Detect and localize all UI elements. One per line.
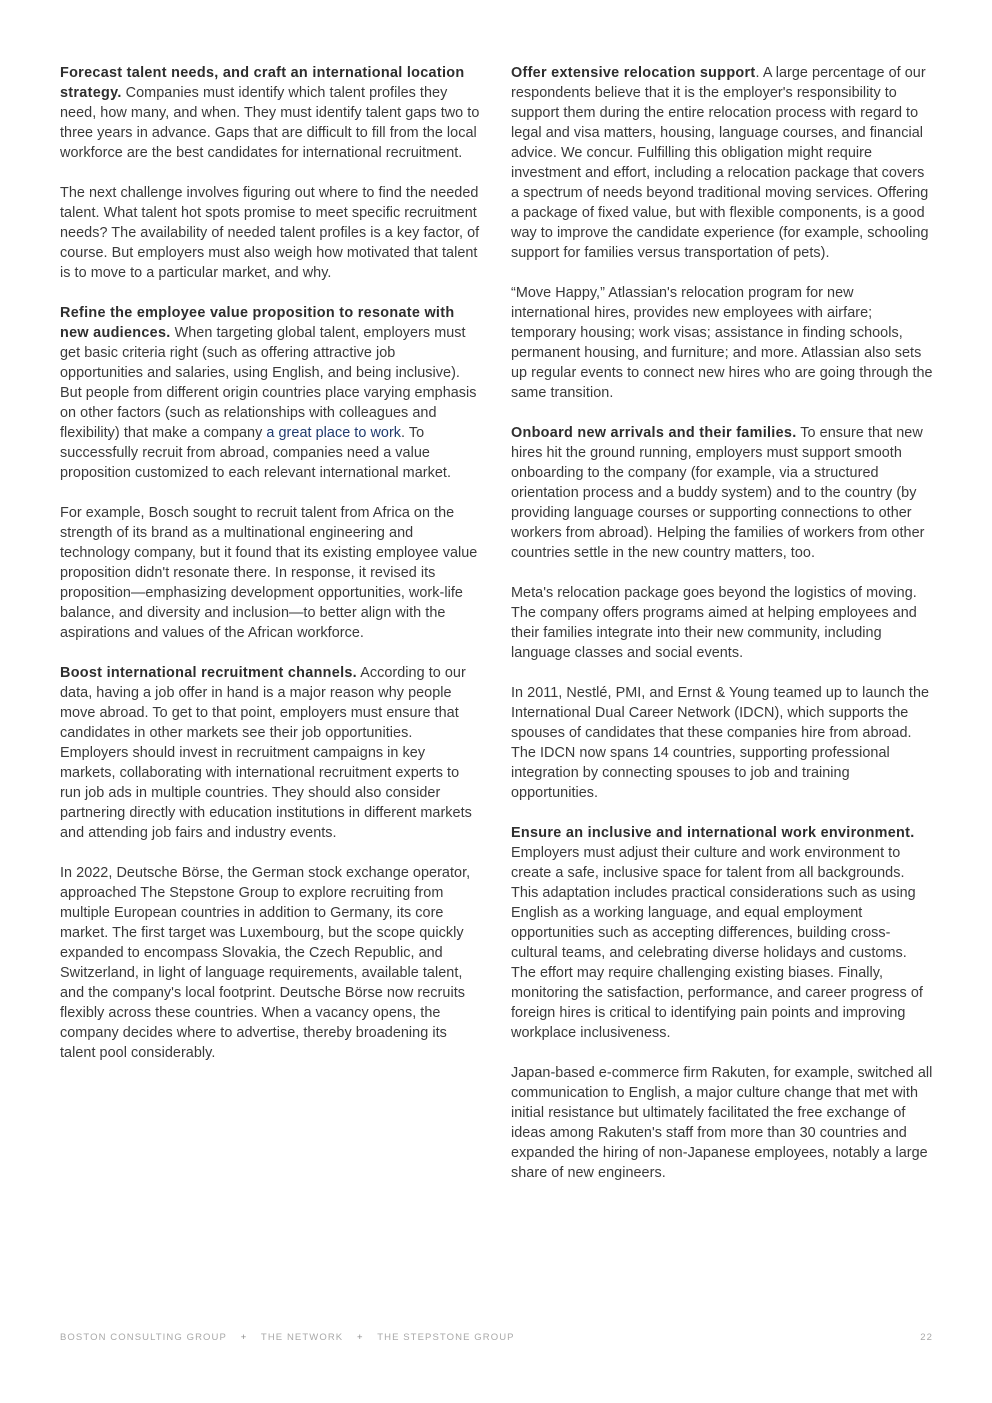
paragraph-rakuten-example: Japan-based e-commerce firm Rakuten, for example, switched all communication to English, a major culture change that met with initial resistance but ultimately facilitated the free exchange of ideas among Rakuten's staff from more than 30 countries and expanded the hiring of non-Japanese employees, notably a large share of new engineers. — [511, 1065, 933, 1181]
right-column — [511, 63, 933, 1203]
heading-relocation-support: Offer extensive relocation support — [511, 65, 756, 81]
paragraph-idcn-example: In 2011, Nestlé, PMI, and Ernst & Young teamed up to launch the International Dual Career Network (IDCN), which supports the spouses of candidates that these companies hire from abroad. The IDCN now spans 14 countries, supporting professional integration by connecting spouses to job and training opportunities. — [511, 685, 930, 801]
paragraph-onboarding: Onboard new arrivals and their families. To ensure that new hires hit the ground running, employers must support smooth onboarding to the company (for example, via a structured orientation process and a buddy system) and to the country (by providing language courses or supporting connections to other workers from abroad). Helping the families of workers from other countries settle in the new country matters, too. — [511, 425, 925, 561]
paragraph-bosch-example: For example, Bosch sought to recruit talent from Africa on the strength of its brand as a multinational engineering and technology company, but it found that its existing employee value proposition didn't resonate there. In response, it revised its proposition—emphasizing development opportunities, work-life balance, and diversity and inclusion—to better align with the aspirations and values of the African workforce. — [60, 505, 478, 641]
left-column — [60, 63, 482, 1083]
paragraph-recruitment-channels: Boost international recruitment channels. According to our data, having a job offer in hand is a major reason why people move abroad. To get to that point, employers must ensure that candidates in other markets see their job opportunities. Employers should invest in recruitment campaigns in key markets, collaborating with international recruitment experts to run job ads in multiple countries. They should also consider partnering directly with education institutions in different markets and attending job fairs and industry events. — [60, 665, 472, 841]
heading-onboarding: Onboard new arrivals and their families. — [511, 425, 797, 441]
paragraph-atlassian-example: “Move Happy,” Atlassian's relocation program for new international hires, provides new employees with airfare; temporary housing; work visas; assistance in finding schools, permanent housing, and furniture; and more. Atlassian also sets up regular events to connect new hires who are going through the same transition. — [511, 285, 933, 401]
heading-recruitment-channels: Boost international recruitment channels. — [60, 665, 357, 681]
heading-forecast: Forecast talent needs, and craft an international location strategy. — [60, 65, 465, 101]
footer-separator: + — [356, 1332, 364, 1343]
paragraph-inclusive-environment: Ensure an inclusive and international work environment. Employers must adjust their culture and work environment to create a safe, inclusive space for talent from all backgrounds. This adaptation includes practical considerations such as using English as a working language, and equal employment opportunities such as accepting differences, building cross-cultural teams, and celebrating diverse holidays and customs. The effort may require challenging existing biases. Finally, monitoring the satisfaction, performance, and career progress of foreign hires is critical to identifying pain points and improving workplace inclusiveness. — [511, 825, 923, 1041]
heading-value-proposition: Refine the employee value proposition to resonate with new audiences. — [60, 305, 455, 341]
footer-org-network: THE NETWORK — [260, 1332, 344, 1343]
footer-organizations — [60, 1332, 525, 1343]
paragraph-forecast: Forecast talent needs, and craft an international location strategy. Companies must identify which talent profiles they need, how many, and when. They must identify talent gaps two to three years in advance. Gaps that are difficult to fill from the local workforce are the best candidates for international recruitment. — [60, 65, 480, 161]
paragraph-meta-example: Meta's relocation package goes beyond the logistics of moving. The company offers programs aimed at helping employees and their families integrate into their new community, including language classes and social events. — [511, 585, 917, 661]
heading-inclusive-environment: Ensure an inclusive and international work environment. — [511, 825, 915, 841]
page-number: 22 — [920, 1332, 933, 1343]
footer-org-stepstone: THE STEPSTONE GROUP — [377, 1332, 515, 1343]
page-footer — [60, 1332, 933, 1343]
paragraph-talent-hotspots: The next challenge involves figuring out where to find the needed talent. What talent hot spots promise to meet specific recruitment needs? The availability of needed talent profiles is a key factor, of course. But employers must also weigh how motivated that talent is to move to a particular market, and why. — [60, 185, 480, 281]
footer-separator: + — [240, 1332, 248, 1343]
great-place-to-work-link[interactable]: a great place to work — [266, 425, 402, 441]
paragraph-deutsche-borse-example: In 2022, Deutsche Börse, the German stock exchange operator, approached The Stepstone Group to explore recruiting from multiple European countries in addition to Germany, its core market. The first target was Luxembourg, but the scope quickly expanded to encompass Slovakia, the Czech Republic, and Switzerland, in light of language requirements, available talent, and the company's local footprint. Deutsche Börse now recruits flexibly across these countries. When a vacancy opens, the company decides where to advertise, thereby broadening its talent pool considerably. — [60, 865, 471, 1061]
footer-org-bcg: BOSTON CONSULTING GROUP — [60, 1332, 227, 1343]
paragraph-relocation-support: Offer extensive relocation support. A large percentage of our respondents believe that it is the employer's responsibility to support them during the entire relocation process with regard to legal and visa matters, housing, language courses, and financial advice. We concur. Fulfilling this obligation might require investment and effort, including a relocation package that covers a spectrum of needs beyond traditional moving services. Offering a package of fixed value, but with flexible components, is a good way to improve the candidate experience (for example, schooling support for families versus transportation of pets). — [511, 65, 929, 261]
paragraph-value-proposition: Refine the employee value proposition to resonate with new audiences. When targeting global talent, employers must get basic criteria right (such as offering attractive job opportunities and salaries, using English, and being inclusive). But people from different origin countries place varying emphasis on other factors (such as relationships with colleagues and flexibility) that make a company a great place to work. To successfully recruit from abroad, companies need a value proposition customized to each relevant international market. — [60, 305, 477, 481]
